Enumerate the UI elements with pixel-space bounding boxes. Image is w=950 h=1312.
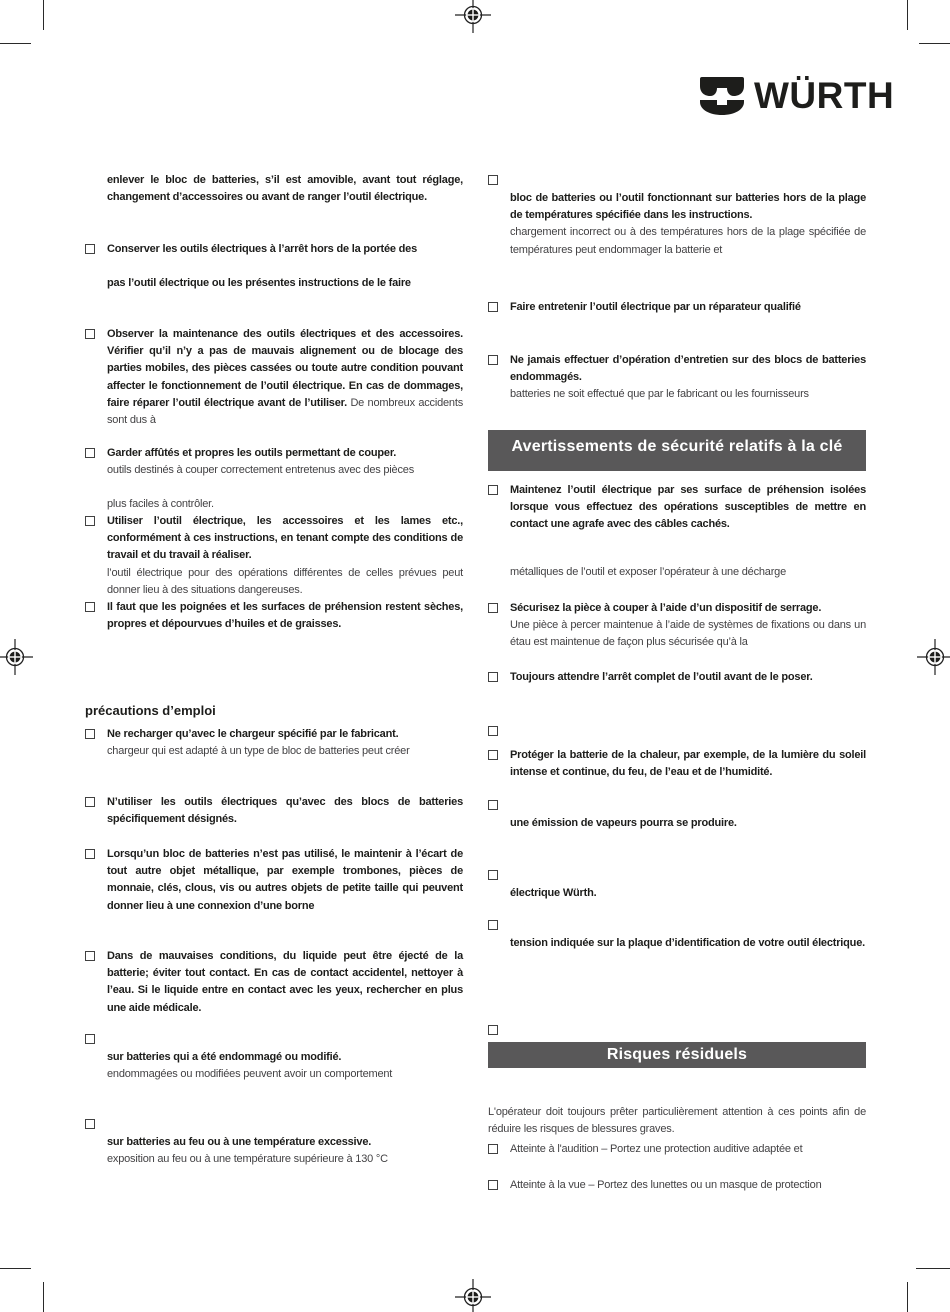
item-text: sur batteries qui a été endommagé ou modifié.	[107, 1051, 342, 1063]
checkbox-glyph	[488, 485, 498, 495]
safety-item	[488, 669, 866, 686]
item-text: Il faut que les poignées et les surfaces de préhension restent sèches, propres et dépourvues d’huiles et de graisses.	[107, 601, 463, 631]
checkbox-glyph	[85, 1034, 95, 1044]
crop-mark	[919, 43, 950, 44]
safety-item	[85, 445, 463, 514]
checkbox-glyph	[488, 302, 498, 312]
item-text: plus faciles à contrôler.	[107, 498, 214, 511]
crop-mark	[43, 1282, 44, 1312]
checkbox-glyph	[85, 448, 95, 458]
checkbox-glyph	[85, 797, 95, 807]
safety-item	[85, 513, 463, 599]
item-text: Conserver les outils électriques à l’arrêt hors de la portée des	[107, 243, 417, 255]
safety-item	[85, 794, 463, 828]
section-banner-label: Risques résiduels	[606, 1046, 748, 1063]
safety-item	[488, 1141, 866, 1158]
item-text: électrique Würth.	[510, 887, 597, 899]
checkbox-glyph	[488, 1144, 498, 1154]
safety-item	[488, 482, 866, 581]
column-left	[85, 172, 463, 1312]
item-text: une émission de vapeurs pourra se produire.	[510, 817, 737, 829]
checkbox-glyph	[85, 602, 95, 612]
checkbox-glyph	[488, 175, 498, 185]
checkbox-glyph	[85, 1119, 95, 1129]
checkbox-glyph	[85, 244, 95, 254]
section-heading: précautions d’emploi	[85, 703, 216, 718]
item-text: L'opérateur doit toujours prêter particulièrement attention à ces points afin de réduire les risques de blessures graves.	[488, 1106, 866, 1136]
item-text: N’utiliser les outils électriques qu’avec des blocs de batteries spécifiquement désignés.	[107, 796, 463, 826]
wuerth-logo	[699, 76, 894, 116]
checkbox-glyph	[488, 726, 498, 736]
item-text: Observer la maintenance des outils électriques et des accessoires. Vérifier qu’il n’y a pas de mauvais alignement ou de blocage des parties mobiles, des pièces cassées ou toute autre condition pouvant affecter le fonctionnement de l’outil électrique. En cas de dommages, faire réparer l’outil électrique avant de l’utiliser. De nombreux accidents sont dus à	[107, 328, 463, 427]
brand-wordmark: WÜRTH	[754, 75, 895, 116]
checkbox-glyph	[85, 516, 95, 526]
item-text: métalliques de l’outil et exposer l’opérateur à une décharge	[510, 565, 787, 578]
checkbox-glyph	[488, 750, 498, 760]
item-text: Dans de mauvaises conditions, du liquide peut être éjecté de la batterie; éviter tout contact. En cas de contact accidentel, nettoyer à l’eau. Si le liquide entre en contact avec les yeux, rechercher en plus une aide médicale.	[107, 950, 463, 1014]
item-text: outils destinés à couper correctement entretenus avec des pièces	[107, 464, 414, 477]
safety-item	[488, 1177, 866, 1194]
item-text: bloc de batteries ou l’outil fonctionnant sur batteries hors de la plage de températures spécifiée dans les instructions.	[510, 192, 866, 222]
safety-item	[85, 948, 463, 1017]
crop-mark	[43, 0, 44, 30]
safety-item	[488, 600, 866, 652]
item-text: Atteinte à la vue – Portez des lunettes ou un masque de protection	[510, 1179, 822, 1191]
item-text: exposition au feu ou à une température supérieure à 130 °C	[107, 1153, 388, 1166]
item-text: Ne jamais effectuer d’opération d’entretien sur des blocs de batteries endommagés.	[510, 354, 866, 384]
registration-mark-icon	[453, 0, 493, 35]
safety-item	[488, 747, 866, 781]
safety-item	[85, 846, 463, 915]
item-text: pas l’outil électrique ou les présentes instructions de le faire	[107, 277, 411, 290]
item-text: Utiliser l’outil électrique, les accessoires et les lames etc., conformément à ces instructions, en tenant compte des conditions de travail et du travail à réaliser.	[107, 515, 463, 562]
safety-item	[85, 326, 463, 429]
safety-item	[85, 599, 463, 633]
checkbox-glyph	[488, 603, 498, 613]
item-text: Ne recharger qu’avec le chargeur spécifié par le fabricant.	[107, 728, 399, 740]
item-text: tension indiquée sur la plaque d’identification de votre outil électrique.	[510, 937, 865, 949]
section-banner	[488, 1042, 866, 1068]
item-text: sur batteries au feu ou à une température excessive.	[107, 1136, 372, 1148]
item-text: Lorsqu’un bloc de batteries n’est pas utilisé, le maintenir à l’écart de tout autre objet métallique, par exemple trombones, pièces de monnaie, clés, clous, vis ou autres objets de petite taille qui peuvent donner lieu à une connexion d’une borne	[107, 848, 463, 912]
crop-mark	[916, 1268, 950, 1269]
checkbox-glyph	[85, 729, 95, 739]
item-text: chargeur qui est adapté à un type de bloc de batteries peut créer	[107, 745, 410, 758]
body-paragraph	[85, 172, 463, 206]
item-text: Atteinte à l'audition – Portez une protection auditive adaptée et	[510, 1143, 803, 1155]
wuerth-screw-icon	[699, 76, 745, 116]
checkbox-glyph	[488, 355, 498, 365]
checkbox-glyph	[85, 951, 95, 961]
checkbox-glyph	[488, 672, 498, 682]
item-text: enlever le bloc de batteries, s’il est amovible, avant tout réglage, changement d’accessoires ou avant de ranger l’outil électrique.	[107, 174, 463, 204]
item-text: chargement incorrect ou à des températures hors de la plage spécifiée de températures peut endommager la batterie et	[510, 226, 866, 256]
registration-mark-icon	[915, 637, 950, 677]
safety-item	[488, 797, 866, 832]
checkbox-glyph	[488, 920, 498, 930]
crop-mark	[0, 43, 31, 44]
safety-item	[85, 1116, 463, 1168]
checkbox-glyph	[488, 1180, 498, 1190]
safety-item	[488, 352, 866, 404]
item-text: Toujours attendre l’arrêt complet de l’outil avant de le poser.	[510, 671, 813, 683]
checkbox-glyph	[85, 849, 95, 859]
section-banner	[488, 430, 866, 471]
body-paragraph	[488, 1104, 866, 1138]
checkbox-glyph	[488, 800, 498, 810]
registration-mark-icon	[0, 637, 35, 677]
item-text: batteries ne soit effectué que par le fabricant ou les fournisseurs	[510, 388, 809, 401]
safety-item	[488, 172, 866, 259]
checkbox-glyph	[488, 1025, 498, 1035]
crop-mark	[907, 1282, 908, 1312]
item-text: Maintenez l’outil électrique par ses surface de préhension isolées lorsque vous effectuez des opérations susceptibles de mettre en contact une agrafe avec des câbles cachés.	[510, 484, 866, 531]
item-text: endommagées ou modifiées peuvent avoir un comportement	[107, 1068, 393, 1081]
safety-item	[488, 917, 866, 952]
item-text: l’outil électrique pour des opérations différentes de celles prévues peut donner lieu à des situations dangereuses.	[107, 566, 463, 596]
safety-item	[85, 241, 463, 292]
checkbox-glyph	[488, 870, 498, 880]
item-text: Sécurisez la pièce à couper à l’aide d’un dispositif de serrage.	[510, 602, 822, 614]
item-text: Protéger la batterie de la chaleur, par exemple, de la lumière du soleil intense et continue, du feu, de l’eau et de l’humidité.	[510, 749, 866, 779]
checkbox-glyph	[85, 329, 95, 339]
item-text: Une pièce à percer maintenue à l’aide de systèmes de fixations ou dans un étau est maintenue de façon plus sécurisée qu’à la	[510, 619, 866, 649]
item-text: Garder affûtés et propres les outils permettant de couper.	[107, 447, 397, 459]
section-banner-label: Avertissements de sécurité relatifs à la clé	[511, 437, 843, 455]
item-text: Faire entretenir l’outil électrique par un réparateur qualifié	[510, 301, 801, 313]
crop-mark	[907, 0, 908, 30]
safety-item	[85, 1031, 463, 1083]
safety-item	[85, 726, 463, 760]
safety-item	[488, 299, 866, 316]
safety-item	[488, 867, 866, 902]
crop-mark	[0, 1268, 31, 1269]
column-right	[488, 172, 866, 1312]
